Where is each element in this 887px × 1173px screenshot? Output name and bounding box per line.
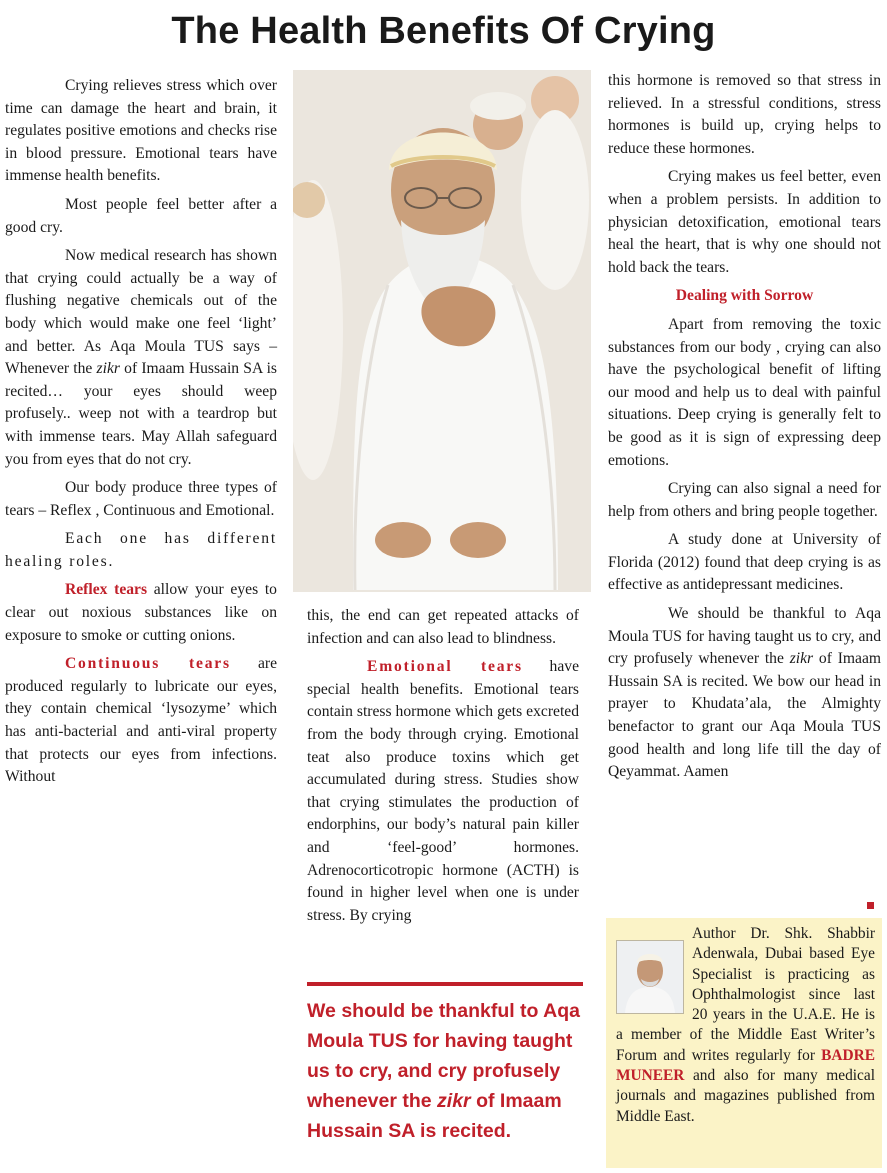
author-portrait-illustration <box>617 941 683 1013</box>
end-mark <box>867 902 874 909</box>
zikr-term: zikr <box>96 360 120 378</box>
author-bio-text: Author Dr. Shk. Shabbir Adenwala, Dubai based Eye Specialist is practicing as Ophthalmologist since last 20 years in the U.A.E. He is a member of the Middle East Writer’s Forum and writes regularly for <box>616 925 875 1064</box>
paragraph <box>5 245 277 471</box>
author-bio-text: and also for many medical journals and magazines published from Middle East. <box>616 1067 875 1125</box>
pullquote-divider <box>307 982 583 986</box>
paragraph: Crying makes us feel better, even when a problem persists. In addition to physician detoxification, emotional tears heal the heart, that is why one should not hold back the tears. <box>608 168 881 276</box>
text-run: of Imaam Hussain SA is recited… your eyes should weep profusely.. weep not with a teardrop but with immense tears. May Allah safeguard you from eyes that do not cry. <box>5 360 277 468</box>
text-run: We should be thankful to Aqa Moula TUS for having taught us to cry, and cry profusely whenever the <box>307 1000 580 1112</box>
paragraph <box>608 603 881 784</box>
paragraph <box>307 656 579 927</box>
text-run: Now medical research has shown that crying could actually be a way of flushing negative chemicals out of the body which would make one feel ‘light’ and better. As Aqa Moula TUS says – Whenever the <box>5 247 277 378</box>
paragraph: Crying relieves stress which over time can damage the heart and brain, it regulates positive emotions and checks rise in blood pressure. Emotional tears have immense health benefits. <box>5 77 277 185</box>
paragraph: Apart from removing the toxic substances from our body , crying can also have the psychological benefit of lifting our mood and help us to deal with painful situations. Deep crying is generally felt to be good as it is sign of expressing deep emotions. <box>608 315 881 469</box>
author-bio-box <box>606 918 882 1168</box>
zikr-term: zikr <box>789 650 814 668</box>
text-run: have special health benefits. Emotional tears contain stress hormone which gets excreted from the body through crying. Emotional teat also produce toxins which get accumulated during stress. Studies show that crying stimulates the production of endorphins, our body’s natural pain killer and ‘feel-good’ hormones. Adrenocorticotropic hormone (ACTH) is found in higher level when one is under stress. By crying <box>307 658 579 924</box>
article-title: The Health Benefits Of Crying <box>171 10 716 52</box>
text-run: of Imaam Hussain SA is recited. We bow our head in prayer to Khudata’ala, the Almighty benefactor to grant our Aqa Moula TUS good health and long life till the day of Qeyammat. Aamen <box>608 650 881 781</box>
text-run: allow your eyes to clear out noxious substances like on exposure to smoke or cutting onions. <box>5 581 277 644</box>
photo-illustration <box>293 70 591 592</box>
paragraph <box>5 579 277 647</box>
paragraph: A study done at University of Florida (2012) found that deep crying is as effective as antidepressant medicines. <box>608 531 881 594</box>
continuous-tears-term: Continuous tears <box>65 655 231 673</box>
emotional-tears-term: Emotional tears <box>367 658 523 676</box>
paragraph <box>5 653 277 789</box>
article-column-3 <box>608 70 881 790</box>
zikr-term: zikr <box>437 1090 471 1112</box>
text-run: We should be thankful to Aqa Moula TUS for having taught us to cry, and cry profusely whenever the <box>608 605 881 668</box>
paragraph: Most people feel better after a good cry. <box>5 195 277 236</box>
paragraph: this hormone is removed so that stress in relieved. In a stressful conditions, stress hormones is build up, crying helps to reduce these hormones. <box>608 72 881 157</box>
paragraph: Crying can also signal a need for help from others and bring people together. <box>608 480 881 520</box>
publication-name: BADRE MUNEER <box>616 1046 875 1085</box>
pullquote <box>307 996 587 1146</box>
paragraph: Our body produce three types of tears – Reflex , Continuous and Emotional. <box>5 479 277 519</box>
section-subhead: Dealing with Sorrow <box>675 287 814 305</box>
reflex-tears-term: Reflex tears <box>65 581 148 599</box>
author-portrait <box>616 940 684 1014</box>
text-run: are produced regularly to lubricate our eyes, they contain chemical ‘lysozyme’ which has anti-bacterial and anti-viral property that protects our eyes from infections. Without <box>5 655 277 786</box>
article-column-1 <box>5 75 277 795</box>
article-photo <box>293 70 591 592</box>
article-column-2 <box>307 605 579 933</box>
paragraph: this, the end can get repeated attacks of infection and can also lead to blindness. <box>307 607 579 647</box>
text-run: of Imaam Hussain SA is recited. <box>307 1090 562 1142</box>
paragraph: Each one has different healing roles. <box>5 530 277 570</box>
